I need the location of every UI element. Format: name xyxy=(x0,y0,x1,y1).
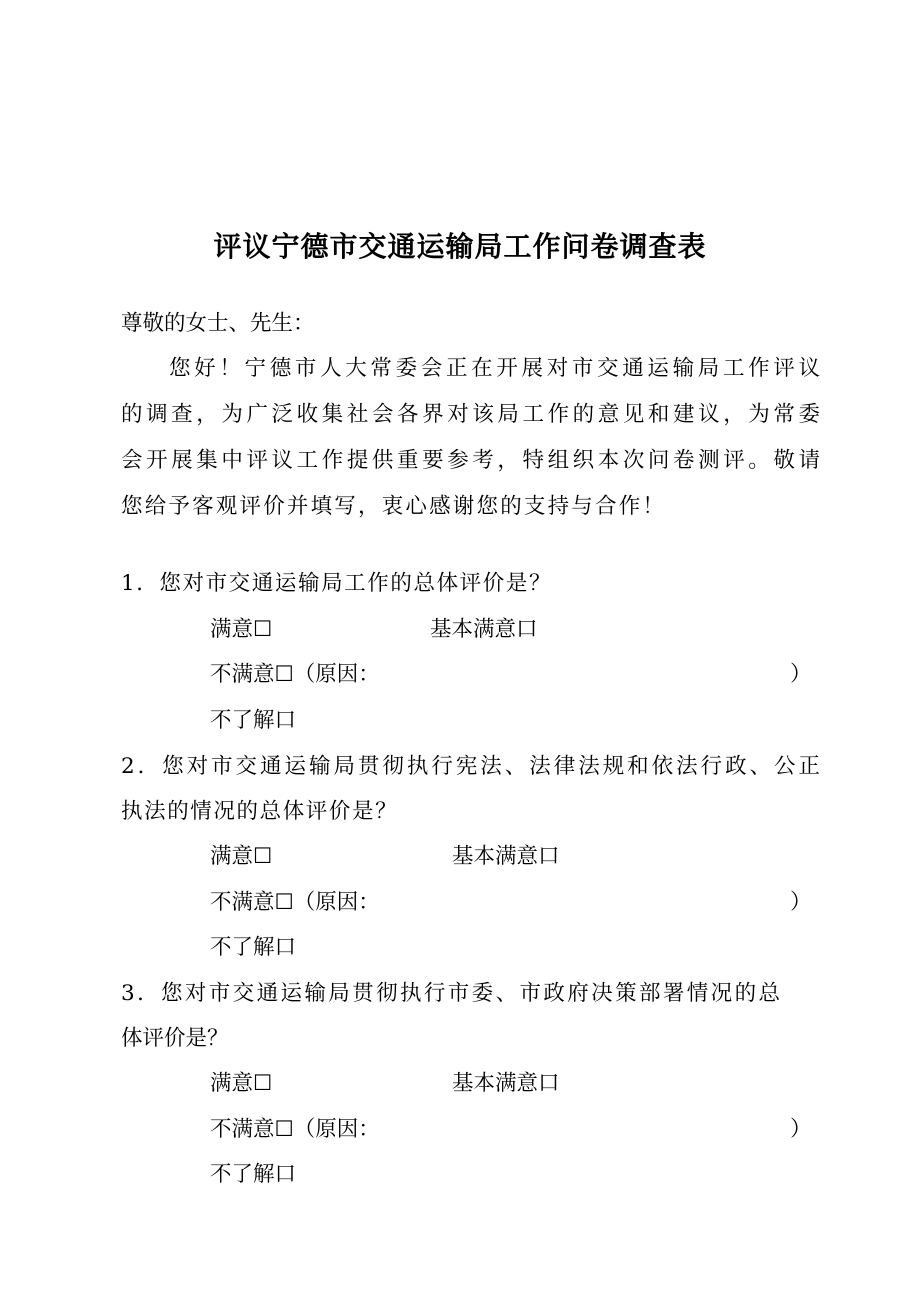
salutation: 尊敬的女士、先生： xyxy=(121,311,315,336)
intro-line-3: 会开展集中评议工作提供重要参考，特组织本次问卷测评。敬请 xyxy=(121,448,820,473)
q1-option-basic-satisfied[interactable]: 基本满意口 xyxy=(430,617,538,642)
question-1-text: 1．您对市交通运输局工作的总体评价是？ xyxy=(121,571,553,596)
q2-option-unknown[interactable]: 不了解口 xyxy=(210,935,297,960)
q1-reason-close: ） xyxy=(790,662,812,687)
q3-option-satisfied[interactable]: 满意☐ xyxy=(210,1071,273,1096)
intro-line-1: 您好！宁德市人大常委会正在开展对市交通运输局工作评议 xyxy=(169,356,820,381)
q2-option-unsatisfied[interactable]: 不满意☐（原因： xyxy=(210,890,380,915)
q2-option-satisfied[interactable]: 满意☐ xyxy=(210,844,273,869)
page-title: 评议宁德市交通运输局工作问卷调查表 xyxy=(213,230,707,263)
q2-option-basic-satisfied[interactable]: 基本满意口 xyxy=(452,844,560,869)
question-3-text-line-1: 3．您对市交通运输局贯彻执行市委、市政府决策部署情况的总 xyxy=(121,981,783,1006)
q3-option-basic-satisfied[interactable]: 基本满意口 xyxy=(452,1071,560,1096)
q3-option-unsatisfied[interactable]: 不满意☐（原因： xyxy=(210,1117,380,1142)
q2-reason-close: ） xyxy=(790,890,812,915)
q1-option-unknown[interactable]: 不了解口 xyxy=(210,708,297,733)
question-2-text-line-1: 2．您对市交通运输局贯彻执行宪法、法律法规和依法行政、公正 xyxy=(121,754,820,779)
question-2-text-line-2: 执法的情况的总体评价是？ xyxy=(121,799,399,824)
q1-option-unsatisfied[interactable]: 不满意☐（原因： xyxy=(210,662,380,687)
q3-option-unknown[interactable]: 不了解口 xyxy=(210,1162,297,1187)
q3-reason-close: ） xyxy=(790,1117,812,1142)
question-3-text-line-2: 体评价是？ xyxy=(121,1026,229,1051)
intro-line-4: 您给予客观评价并填写，衷心感谢您的支持与合作！ xyxy=(121,494,667,519)
intro-line-2: 的调查，为广泛收集社会各界对该局工作的意见和建议，为常委 xyxy=(121,402,820,427)
q1-option-satisfied[interactable]: 满意☐ xyxy=(210,617,273,642)
